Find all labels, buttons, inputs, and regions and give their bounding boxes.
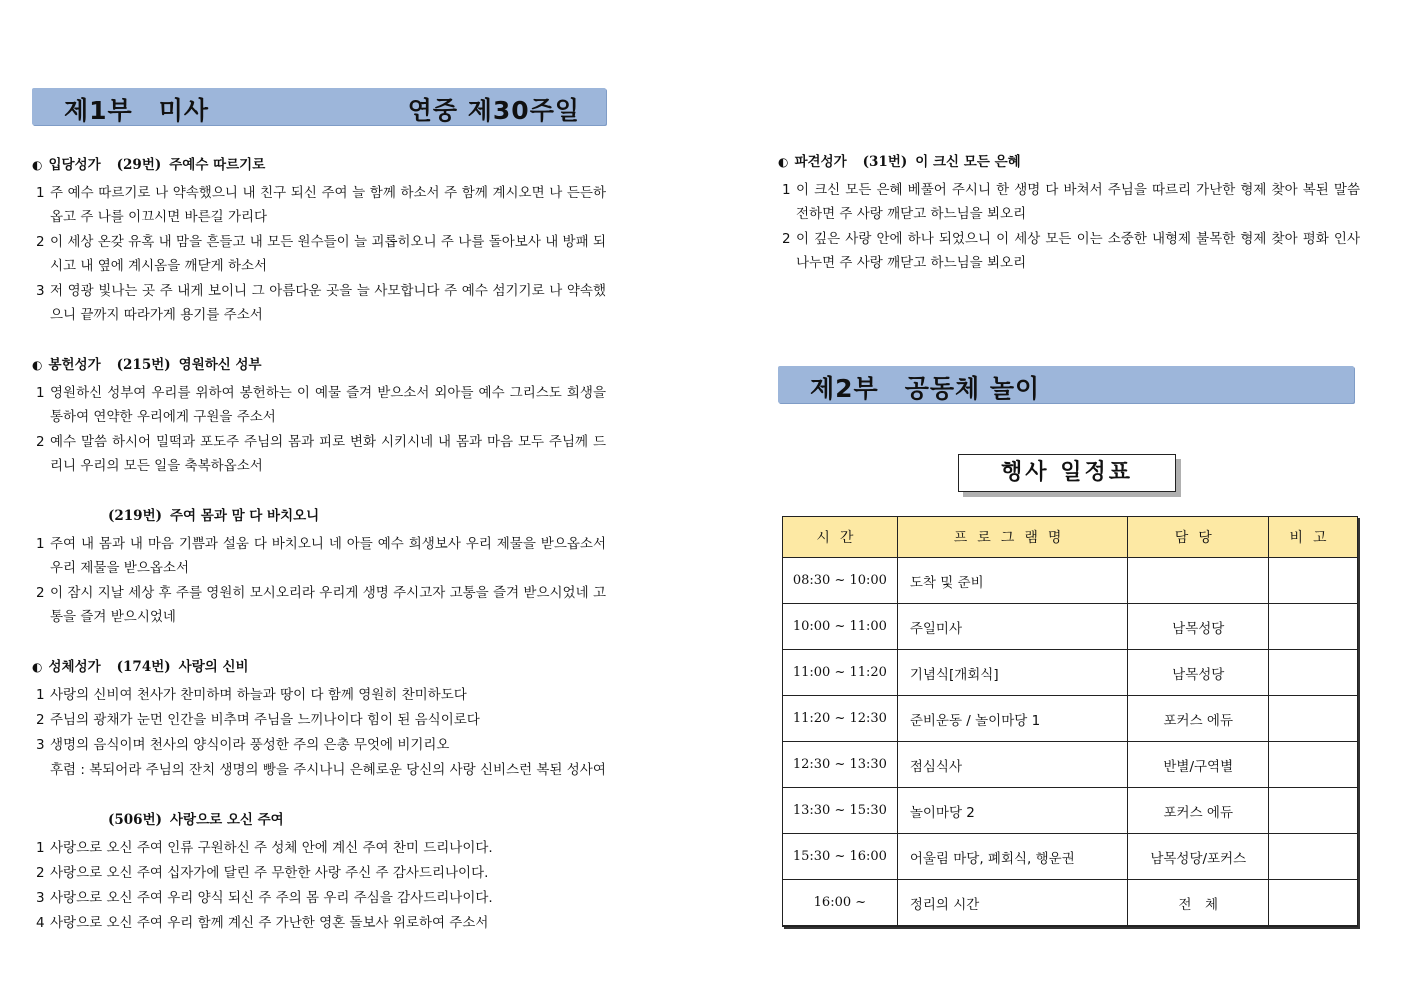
cell-program: 놀이마당 2	[897, 788, 1128, 834]
verse-text: 저 영광 빛나는 곳 주 내게 보이니 그 아름다운 곳을 늘 사모합니다 주 예수 섬기기로 나 약속했으니 끝까지 따라가게 용기를 주소서	[50, 283, 606, 323]
cell-note	[1269, 696, 1358, 742]
table-row	[783, 696, 1358, 742]
hymn-verse	[34, 708, 606, 732]
cell-note	[1269, 742, 1358, 788]
hymn-number: (31번)	[862, 154, 908, 170]
hymn-verse	[34, 886, 606, 910]
cell-note	[1269, 558, 1358, 604]
verse-text: 사랑으로 오신 주여 인류 구원하신 주 성체 안에 계신 주여 찬미 드리나이다.	[50, 840, 493, 856]
hymn-verse	[34, 181, 606, 229]
cell-person: 포커스 에듀	[1128, 696, 1269, 742]
hymn-name: 주예수 따르기로	[169, 157, 266, 173]
hymn-category: 입당성가	[48, 157, 101, 173]
verse-number: 2	[36, 585, 45, 601]
hymn-name: 영원하신 성부	[178, 357, 262, 373]
verse-number: 1	[36, 185, 45, 201]
table-row	[783, 880, 1358, 927]
right-column	[778, 150, 1360, 276]
verse-number: 3	[36, 737, 45, 753]
schedule-table	[782, 516, 1358, 927]
table-row	[783, 742, 1358, 788]
hymn-block	[32, 504, 606, 629]
cell-person: 전 체	[1128, 880, 1269, 927]
cell-program: 도착 및 준비	[897, 558, 1128, 604]
verse-text: 사랑으로 오신 주여 십자가에 달린 주 무한한 사랑 주신 주 감사드리나이다.	[50, 865, 489, 881]
hymn-block	[32, 808, 606, 935]
hymn-verse	[34, 836, 606, 860]
hymn-title	[32, 504, 606, 524]
cell-program: 준비운동 / 놀이마당 1	[897, 696, 1128, 742]
verse-text: 이 잠시 지날 세상 후 주를 영원히 모시오리라 우리게 생명 주시고자 고통을 즐겨 받으시었네 고통을 즐겨 받으시었네	[50, 585, 606, 625]
verse-text: 이 세상 온갖 유혹 내 맘을 흔들고 내 모든 원수들이 늘 괴롭히오니 주 나를 돌아보사 내 방패 되시고 내 옆에 계시옴을 깨닫게 하소서	[50, 234, 606, 274]
hymn-category: 봉헌성가	[48, 357, 101, 373]
hymn-number: (29번)	[116, 157, 162, 173]
hymn-title	[32, 353, 606, 373]
hymn-number: (506번)	[108, 812, 162, 828]
part1-title: 제1부 미사	[64, 96, 209, 125]
hymn-verse	[34, 532, 606, 580]
cell-person: 포커스 에듀	[1128, 788, 1269, 834]
verse-number: 3	[36, 890, 45, 906]
cell-program: 정리의 시간	[897, 880, 1128, 927]
hymn-verse	[34, 581, 606, 629]
verse-text: 사랑으로 오신 주여 우리 양식 되신 주 주의 몸 우리 주심을 감사드리나이다.	[50, 890, 493, 906]
verse-number: 1	[782, 182, 791, 198]
hymn-block	[32, 655, 606, 782]
cell-program: 점심식사	[897, 742, 1128, 788]
table-row	[783, 788, 1358, 834]
verse-number: 4	[36, 915, 45, 931]
hymn-verse	[780, 178, 1360, 226]
header-time: 시간	[783, 517, 898, 558]
hymn-verse	[34, 381, 606, 429]
half-circle-icon: ◐	[32, 660, 43, 674]
dismissal-hymn	[778, 150, 1360, 275]
verse-text: 이 크신 모든 은혜 베풀어 주시니 한 생명 다 바쳐서 주님을 따르리 가난한 형제 찾아 복된 말씀 전하면 주 사랑 깨닫고 하느님을 뵈오리	[796, 182, 1360, 222]
hymn-verse	[34, 230, 606, 278]
cell-time: 13:30 ~ 15:30	[783, 788, 898, 834]
hymn-block	[778, 150, 1360, 275]
hymn-verse	[34, 683, 606, 707]
verse-number: 1	[36, 385, 45, 401]
half-circle-icon: ◐	[778, 155, 789, 169]
header-person: 담당	[1128, 517, 1269, 558]
cell-time: 12:30 ~ 13:30	[783, 742, 898, 788]
hymn-category: 파견성가	[794, 154, 847, 170]
cell-program: 기념식[개회식]	[897, 650, 1128, 696]
cell-person: 남목성당	[1128, 604, 1269, 650]
half-circle-icon: ◐	[32, 358, 43, 372]
cell-person	[1128, 558, 1269, 604]
cell-time: 10:00 ~ 11:00	[783, 604, 898, 650]
hymn-verse	[34, 733, 606, 757]
table-row	[783, 558, 1358, 604]
hymn-verse	[780, 227, 1360, 275]
verse-number: 3	[36, 283, 45, 299]
verse-number: 1	[36, 840, 45, 856]
verse-number: 2	[782, 231, 791, 247]
hymn-category: 성체성가	[48, 659, 101, 675]
hymn-number: (219번)	[108, 508, 162, 524]
left-column	[32, 88, 606, 936]
cell-program: 주일미사	[897, 604, 1128, 650]
verse-number: 1	[36, 687, 45, 703]
verse-number: 2	[36, 234, 45, 250]
verse-text: 주여 내 몸과 내 마음 기쁨과 설움 다 바치오니 네 아들 예수 희생보사 우리 제물을 받으옵소서 우리 제물을 받으옵소서	[50, 536, 606, 576]
hymn-verse	[34, 861, 606, 885]
verse-text: 영원하신 성부여 우리를 위하여 봉헌하는 이 예물 즐겨 받으소서 외아들 예수 그리스도 희생을 통하여 연약한 우리에게 구원을 주소서	[50, 385, 606, 425]
verse-text: 생명의 음식이며 천사의 양식이라 풍성한 주의 은총 무엇에 비기리오	[50, 737, 450, 753]
cell-time: 11:00 ~ 11:20	[783, 650, 898, 696]
table-row	[783, 650, 1358, 696]
hymn-name: 사랑의 신비	[178, 659, 249, 675]
cell-note	[1269, 834, 1358, 880]
part1-banner	[32, 88, 606, 125]
cell-person: 남목성당	[1128, 650, 1269, 696]
verse-text: 사랑으로 오신 주여 우리 함께 계신 주 가난한 영혼 돌보사 위로하여 주소서	[50, 915, 489, 931]
cell-time: 16:00 ~	[783, 880, 898, 927]
hymn-name: 이 크신 모든 은혜	[915, 154, 1021, 170]
verse-text: 주님의 광채가 눈먼 인간을 비추며 주님을 느끼나이다 힘이 된 음식이로다	[50, 712, 480, 728]
hymn-title	[32, 153, 606, 173]
hymn-name: 주여 몸과 맘 다 바치오니	[170, 508, 320, 524]
cell-person: 남목성당/포커스	[1128, 834, 1269, 880]
cell-person: 반별/구역별	[1128, 742, 1269, 788]
cell-program: 어울림 마당, 폐회식, 행운권	[897, 834, 1128, 880]
verse-text: 예수 말씀 하시어 밀떡과 포도주 주님의 몸과 피로 변화 시키시네 내 몸과 마음 모두 주님께 드리니 우리의 모든 일을 축복하옵소서	[50, 434, 606, 474]
verse-text: 이 깊은 사랑 안에 하나 되었으니 이 세상 모든 이는 소중한 내형제 불목한 형제 찾아 평화 인사 나누면 주 사랑 깨닫고 하느님을 뵈오리	[796, 231, 1360, 271]
hymn-list	[32, 153, 606, 935]
hymn-block	[32, 153, 606, 327]
hymn-verse	[34, 430, 606, 478]
hymn-block	[32, 353, 606, 478]
part1-subtitle: 연중 제30주일	[407, 96, 580, 125]
table-row	[783, 834, 1358, 880]
hymn-refrain: 후렴 : 복되어라 주님의 잔치 생명의 빵을 주시나니 은혜로운 당신의 사랑 신비스런 복된 성사여	[50, 762, 606, 778]
verse-number: 2	[36, 712, 45, 728]
hymn-number: (174번)	[116, 659, 171, 675]
cell-note	[1269, 880, 1358, 927]
verse-text: 주 예수 따르기로 나 약속했으니 내 친구 되신 주여 늘 함께 하소서 주 함께 계시오면 나 든든하옵고 주 나를 이끄시면 바른길 가리다	[50, 185, 606, 225]
part2-banner	[778, 366, 1354, 403]
table-row	[783, 604, 1358, 650]
cell-time: 11:20 ~ 12:30	[783, 696, 898, 742]
cell-note	[1269, 604, 1358, 650]
header-note: 비고	[1269, 517, 1358, 558]
hymn-title	[32, 655, 606, 675]
cell-time: 15:30 ~ 16:00	[783, 834, 898, 880]
hymn-verse	[34, 279, 606, 327]
schedule-header-row	[783, 517, 1358, 558]
hymn-title	[778, 150, 1360, 170]
half-circle-icon: ◐	[32, 158, 43, 172]
verse-number: 2	[36, 434, 45, 450]
hymn-title	[32, 808, 606, 828]
verse-number: 1	[36, 536, 45, 552]
hymn-number: (215번)	[116, 357, 171, 373]
cell-note	[1269, 788, 1358, 834]
verse-text: 사랑의 신비여 천사가 찬미하며 하늘과 땅이 다 함께 영원히 찬미하도다	[50, 687, 467, 703]
hymn-name: 사랑으로 오신 주여	[170, 812, 284, 828]
schedule-title: 행사 일정표	[958, 454, 1176, 492]
hymn-verse	[34, 911, 606, 935]
verse-number: 2	[36, 865, 45, 881]
part2-title: 제2부 공동체 놀이	[810, 374, 1041, 403]
cell-note	[1269, 650, 1358, 696]
cell-time: 08:30 ~ 10:00	[783, 558, 898, 604]
header-program: 프로그램명	[897, 517, 1128, 558]
